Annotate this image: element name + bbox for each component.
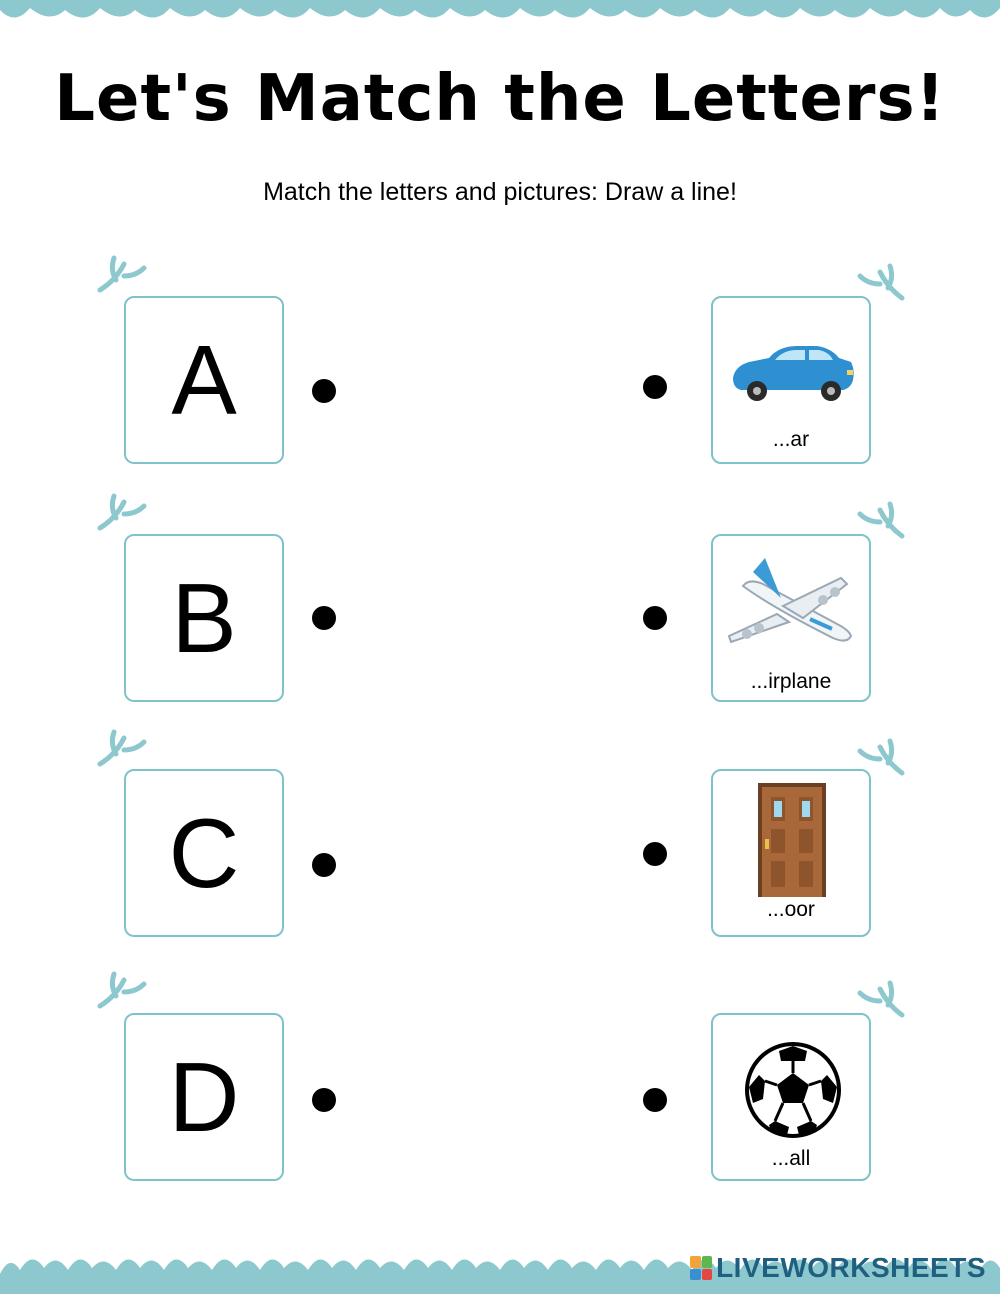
airplane-icon — [713, 536, 869, 666]
picture-card-ball — [711, 1013, 871, 1181]
soccer-ball-icon — [713, 1015, 869, 1145]
letter-card-c — [124, 769, 284, 937]
match-dot-letter-a[interactable] — [312, 379, 336, 403]
letter-c: C — [168, 797, 240, 908]
worksheet-title: Let's Match the Letters! — [54, 62, 946, 136]
letter-card-b — [124, 534, 284, 702]
picture-card-airplane — [711, 534, 871, 702]
letter-card-d — [124, 1013, 284, 1181]
door-icon — [713, 771, 869, 901]
letter-d: D — [168, 1041, 240, 1152]
sprig-decoration — [96, 966, 152, 1010]
car-icon — [713, 298, 869, 428]
letter-a: A — [171, 324, 237, 435]
match-dot-letter-b[interactable] — [312, 606, 336, 630]
instructions: Match the letters and pictures: Draw a line! — [263, 178, 737, 206]
letter-b: B — [171, 562, 237, 673]
match-dot-picture-door[interactable] — [643, 842, 667, 866]
match-dot-picture-ball[interactable] — [643, 1088, 667, 1112]
word-ball: ...all — [771, 1147, 811, 1170]
match-dot-picture-airplane[interactable] — [643, 606, 667, 630]
sprig-decoration — [96, 488, 152, 532]
match-dot-letter-c[interactable] — [312, 853, 336, 877]
top-grass-border — [0, 0, 1000, 26]
letter-card-a — [124, 296, 284, 464]
logo-icon — [690, 1256, 712, 1280]
sprig-decoration — [96, 250, 152, 294]
liveworksheets-logo — [690, 1252, 986, 1284]
picture-card-door — [711, 769, 871, 937]
word-car: ...ar — [772, 428, 810, 451]
brand-name: LIVEWORKSHEETS — [716, 1252, 986, 1283]
sprig-decoration — [96, 724, 152, 768]
word-airplane: ...irplane — [750, 670, 832, 693]
match-dot-picture-car[interactable] — [643, 375, 667, 399]
match-dot-letter-d[interactable] — [312, 1088, 336, 1112]
word-door: ...oor — [767, 898, 815, 921]
picture-card-car — [711, 296, 871, 464]
